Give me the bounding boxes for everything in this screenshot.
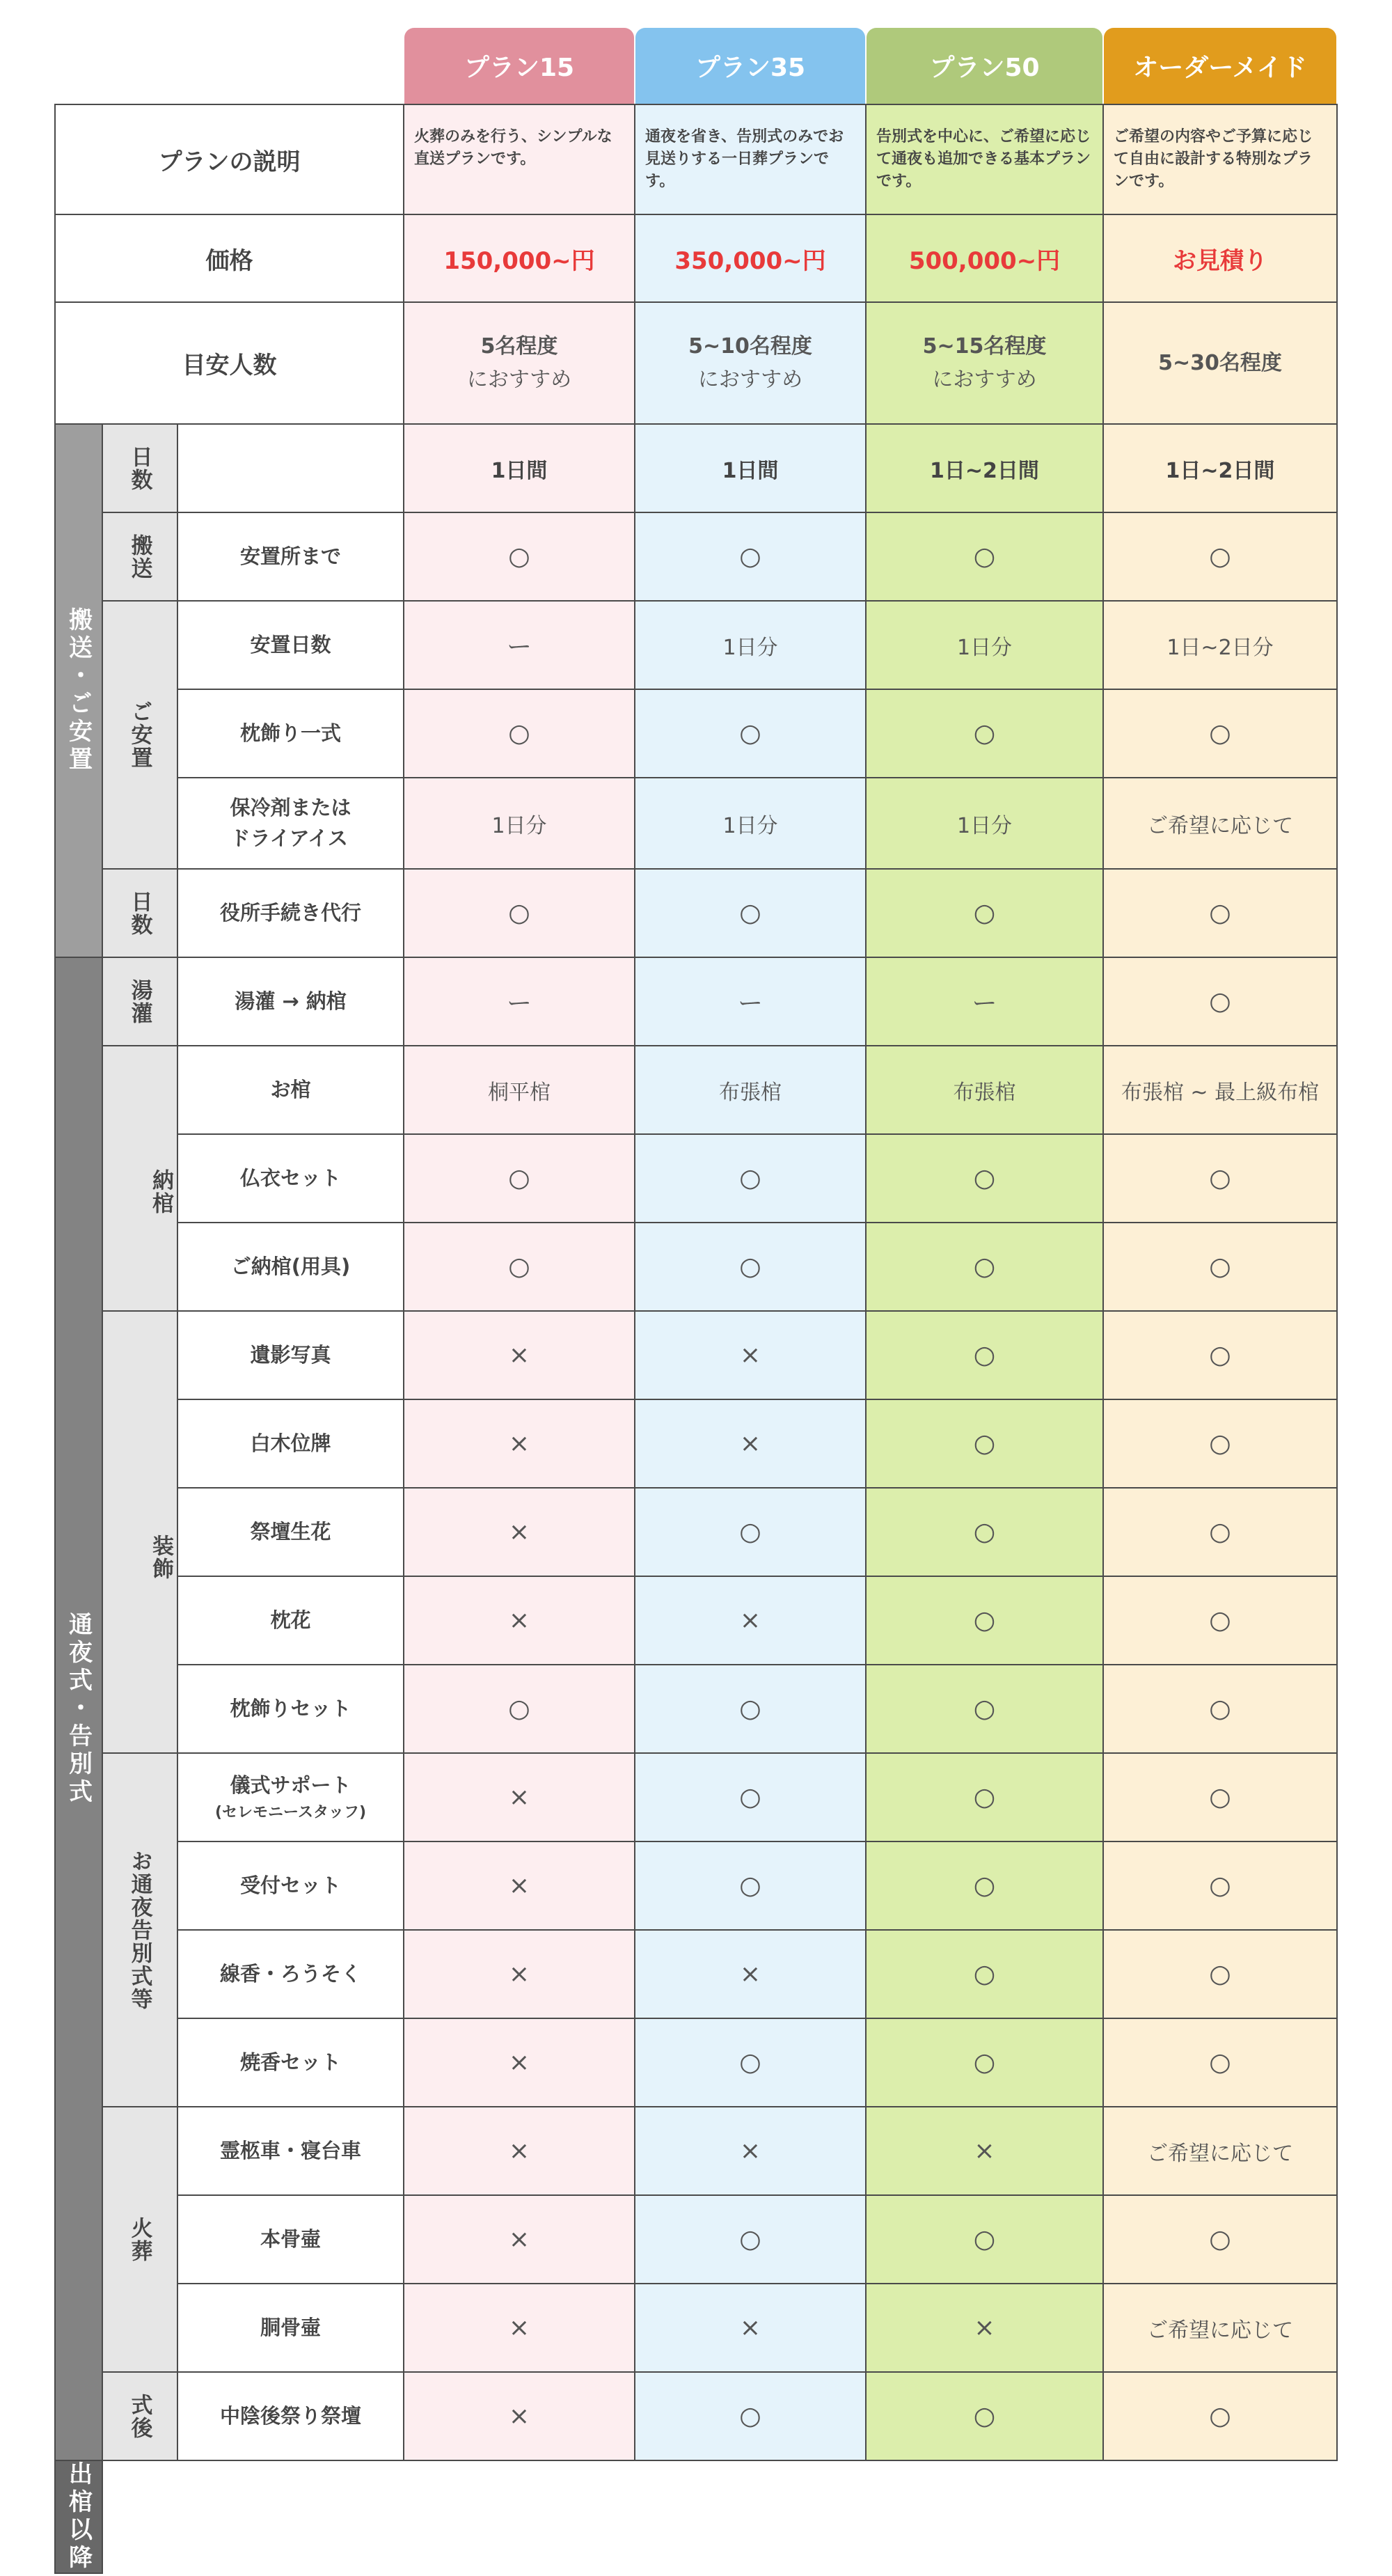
plan15-value: × bbox=[404, 1931, 635, 2019]
plan35-header: プラン35 bbox=[635, 28, 865, 104]
order-plan-price: お見積り bbox=[1104, 215, 1338, 303]
plan50-value: × bbox=[867, 2107, 1104, 2196]
order-plan-value: ご希望に応じて bbox=[1104, 778, 1338, 870]
group-after-ceremony: 式後 bbox=[103, 2373, 178, 2461]
group-tsuya: お通夜告別式等 bbox=[103, 1754, 178, 2107]
row-item-label bbox=[178, 1312, 404, 1400]
group-yukan: 湯灌 bbox=[103, 958, 178, 1046]
plan35-value: 1日分 bbox=[635, 602, 867, 690]
plan15-value: × bbox=[404, 1312, 635, 1400]
plan50-value: ○ bbox=[867, 1489, 1104, 1577]
row-item-label bbox=[178, 958, 404, 1046]
plan35-value: ○ bbox=[635, 1223, 867, 1312]
plan50-value: ○ bbox=[867, 513, 1104, 602]
plan50-value: 1日分 bbox=[867, 778, 1104, 870]
plan35-people-sub: におすすめ bbox=[697, 367, 803, 392]
order-plan-value: 布張棺 ~ 最上級布棺 bbox=[1104, 1046, 1338, 1135]
section-departure: 出棺以降 bbox=[54, 2461, 103, 2574]
plan50-value: × bbox=[867, 2284, 1104, 2373]
plan15-value: ○ bbox=[404, 1665, 635, 1754]
plan15-value: ー bbox=[404, 958, 635, 1046]
plan15-price: 150,000~円 bbox=[404, 215, 635, 303]
group-days-2: 日数 bbox=[103, 870, 178, 958]
order-plan-people bbox=[1104, 303, 1338, 425]
plan35-people bbox=[635, 303, 867, 425]
row-item-label bbox=[178, 690, 404, 778]
row-item-text: 安置日数 bbox=[250, 632, 331, 657]
plan15-value: × bbox=[404, 2019, 635, 2107]
plan35-price: 350,000~円 bbox=[635, 215, 867, 303]
group-cremation: 火葬 bbox=[103, 2107, 178, 2373]
row-item-text: 保冷剤または ドライアイス bbox=[230, 796, 351, 850]
row-item-text: 白木位牌 bbox=[250, 1431, 331, 1455]
plan35-value: ○ bbox=[635, 2019, 867, 2107]
plan35-value: × bbox=[635, 1931, 867, 2019]
row-item-text: 霊柩車・寝台車 bbox=[219, 2138, 361, 2162]
row-item-label bbox=[178, 1754, 404, 1842]
plan50-people-sub: におすすめ bbox=[932, 367, 1037, 392]
plan35-value: 1日間 bbox=[635, 425, 867, 513]
order-plan-value: 1日~2日間 bbox=[1104, 425, 1338, 513]
plan50-value: ○ bbox=[867, 1754, 1104, 1842]
section-transport: 搬送・ご安置 bbox=[54, 425, 103, 958]
plan15-value: × bbox=[404, 1754, 635, 1842]
group-decoration: 装飾 bbox=[103, 1312, 178, 1754]
order-plan-value: ○ bbox=[1104, 2373, 1338, 2461]
plan15-value: ー bbox=[404, 602, 635, 690]
table-corner bbox=[54, 28, 404, 104]
row-item-text: 儀式サポート bbox=[230, 1773, 351, 1798]
section-ceremony: 通夜式・告別式 bbox=[54, 958, 103, 2461]
order-plan-value: ○ bbox=[1104, 958, 1338, 1046]
order-plan-value: ○ bbox=[1104, 1400, 1338, 1489]
order-plan-value: ○ bbox=[1104, 1312, 1338, 1400]
plan35-value: ○ bbox=[635, 513, 867, 602]
order-plan-value: ○ bbox=[1104, 870, 1338, 958]
plan50-value: ○ bbox=[867, 1400, 1104, 1489]
plan15-value: × bbox=[404, 2373, 635, 2461]
plan50-people bbox=[867, 303, 1104, 425]
plan50-value: ○ bbox=[867, 2019, 1104, 2107]
order-plan-value: 1日~2日分 bbox=[1104, 602, 1338, 690]
row-item-text: 仏衣セット bbox=[239, 1165, 341, 1190]
row-item-label bbox=[178, 1489, 404, 1577]
order-plan-description: ご希望の内容やご予算に応じて自由に設計する特別なプランです。 bbox=[1104, 104, 1338, 215]
row-item-text: 湯灌 → 納棺 bbox=[235, 989, 347, 1013]
plan15-value: 桐平棺 bbox=[404, 1046, 635, 1135]
row-item-text: お棺 bbox=[270, 1077, 311, 1101]
plan50-people-main: 5~15名程度 bbox=[922, 333, 1047, 359]
plan15-people-main: 5名程度 bbox=[480, 333, 558, 359]
row-item-text: 受付セット bbox=[239, 1873, 341, 1897]
plan15-value: × bbox=[404, 2107, 635, 2196]
plan50-value: ○ bbox=[867, 1931, 1104, 2019]
plan15-value: × bbox=[404, 1842, 635, 1931]
row-item-label bbox=[178, 870, 404, 958]
plan35-value: ○ bbox=[635, 1665, 867, 1754]
plan35-value: × bbox=[635, 1400, 867, 1489]
plan-comparison-table bbox=[54, 28, 1338, 2574]
row-item-text: 祭壇生花 bbox=[250, 1519, 331, 1544]
plan15-value: × bbox=[404, 1400, 635, 1489]
description-row-label: プランの説明 bbox=[54, 104, 404, 215]
plan50-value: 布張棺 bbox=[867, 1046, 1104, 1135]
order-plan-value: ○ bbox=[1104, 1577, 1338, 1665]
row-item-label bbox=[178, 778, 404, 870]
plan35-value: ○ bbox=[635, 870, 867, 958]
row-item-label bbox=[178, 1931, 404, 2019]
plan35-value: × bbox=[635, 2284, 867, 2373]
plan50-value: ○ bbox=[867, 1842, 1104, 1931]
order-plan-value: ○ bbox=[1104, 1135, 1338, 1223]
group-days-1: 日数 bbox=[103, 425, 178, 513]
order-plan-value: ○ bbox=[1104, 2196, 1338, 2284]
plan15-value: × bbox=[404, 1489, 635, 1577]
order-plan-value: ○ bbox=[1104, 1931, 1338, 2019]
plan50-value: ○ bbox=[867, 1312, 1104, 1400]
plan35-value: ○ bbox=[635, 1135, 867, 1223]
row-item-label bbox=[178, 2107, 404, 2196]
plan50-header: プラン50 bbox=[867, 28, 1102, 104]
plan15-value: ○ bbox=[404, 1223, 635, 1312]
row-item-text: 胴骨壷 bbox=[260, 2315, 321, 2339]
plan50-value: ○ bbox=[867, 870, 1104, 958]
order-plan-value: ご希望に応じて bbox=[1104, 2107, 1338, 2196]
row-item-label bbox=[178, 1135, 404, 1223]
plan35-value: ○ bbox=[635, 2196, 867, 2284]
row-item-text: 本骨壷 bbox=[260, 2226, 321, 2251]
group-transport: 搬送 bbox=[103, 513, 178, 602]
row-item-label bbox=[178, 602, 404, 690]
row-item-label bbox=[178, 1400, 404, 1489]
plan50-value: ー bbox=[867, 958, 1104, 1046]
plan50-value: ○ bbox=[867, 2196, 1104, 2284]
plan35-value: ○ bbox=[635, 1489, 867, 1577]
row-item-text: 線香・ろうそく bbox=[219, 1961, 361, 1986]
plan35-value: ○ bbox=[635, 690, 867, 778]
plan15-value: 1日分 bbox=[404, 778, 635, 870]
plan35-value: ー bbox=[635, 958, 867, 1046]
plan50-value: ○ bbox=[867, 690, 1104, 778]
plan35-value: × bbox=[635, 1312, 867, 1400]
plan50-value: ○ bbox=[867, 1223, 1104, 1312]
row-item-text: 枕花 bbox=[270, 1608, 311, 1632]
row-item-label bbox=[178, 425, 404, 513]
plan15-people-sub: におすすめ bbox=[466, 367, 572, 392]
plan15-people bbox=[404, 303, 635, 425]
plan15-value: 1日間 bbox=[404, 425, 635, 513]
row-item-label bbox=[178, 2284, 404, 2373]
order-plan-value: ご希望に応じて bbox=[1104, 2284, 1338, 2373]
row-item-label bbox=[178, 513, 404, 602]
row-item-subtext: (セレモニースタッフ) bbox=[214, 1803, 366, 1821]
plan50-description: 告別式を中心に、ご希望に応じて通夜も追加できる基本プランです。 bbox=[867, 104, 1104, 215]
order-plan-value: ○ bbox=[1104, 1489, 1338, 1577]
plan35-value: × bbox=[635, 2107, 867, 2196]
plan50-value: ○ bbox=[867, 1135, 1104, 1223]
plan15-value: ○ bbox=[404, 870, 635, 958]
row-item-text: 遺影写真 bbox=[250, 1342, 331, 1367]
plan15-value: ○ bbox=[404, 1135, 635, 1223]
order-plan-value: ○ bbox=[1104, 1665, 1338, 1754]
plan15-value: ○ bbox=[404, 513, 635, 602]
order-plan-value: ○ bbox=[1104, 513, 1338, 602]
row-item-text: 焼香セット bbox=[239, 2050, 341, 2074]
row-item-text: 中陰後祭り祭壇 bbox=[219, 2403, 361, 2428]
order-plan-value: ○ bbox=[1104, 690, 1338, 778]
order-plan-value: ○ bbox=[1104, 1842, 1338, 1931]
row-item-label bbox=[178, 1842, 404, 1931]
plan35-description: 通夜を省き、告別式のみでお見送りする一日葬プランです。 bbox=[635, 104, 867, 215]
plan15-value: × bbox=[404, 2196, 635, 2284]
row-item-label bbox=[178, 1223, 404, 1312]
plan50-value: ○ bbox=[867, 1665, 1104, 1754]
order-plan-value: ○ bbox=[1104, 1754, 1338, 1842]
row-item-text: 枕飾りセット bbox=[230, 1696, 351, 1720]
plan50-value: ○ bbox=[867, 2373, 1104, 2461]
plan35-value: 1日分 bbox=[635, 778, 867, 870]
price-row-label: 価格 bbox=[54, 215, 404, 303]
row-item-text: 枕飾り一式 bbox=[239, 721, 341, 745]
plan50-value: 1日分 bbox=[867, 602, 1104, 690]
plan35-value: ○ bbox=[635, 1754, 867, 1842]
row-item-label bbox=[178, 2196, 404, 2284]
row-item-text: 安置所まで bbox=[239, 544, 341, 568]
plan15-header: プラン15 bbox=[404, 28, 634, 104]
plan15-value: ○ bbox=[404, 690, 635, 778]
plan35-value: ○ bbox=[635, 2373, 867, 2461]
plan50-price: 500,000~円 bbox=[867, 215, 1104, 303]
plan15-value: × bbox=[404, 2284, 635, 2373]
order-plan-header: オーダーメイド bbox=[1104, 28, 1336, 104]
plan35-value: ○ bbox=[635, 1842, 867, 1931]
plan50-value: 1日~2日間 bbox=[867, 425, 1104, 513]
plan35-people-main: 5~10名程度 bbox=[688, 333, 812, 359]
plan35-value: × bbox=[635, 1577, 867, 1665]
order-plan-value: ○ bbox=[1104, 2019, 1338, 2107]
group-nokan: 納棺 bbox=[103, 1046, 178, 1312]
row-item-label bbox=[178, 2019, 404, 2107]
plan35-value: 布張棺 bbox=[635, 1046, 867, 1135]
people-row-label: 目安人数 bbox=[54, 303, 404, 425]
order-plan-people-main: 5~30名程度 bbox=[1158, 350, 1282, 375]
plan50-value: ○ bbox=[867, 1577, 1104, 1665]
row-item-text: 役所手続き代行 bbox=[219, 900, 361, 925]
row-item-label bbox=[178, 1665, 404, 1754]
row-item-label bbox=[178, 1577, 404, 1665]
plan15-value: × bbox=[404, 1577, 635, 1665]
row-item-label bbox=[178, 1046, 404, 1135]
order-plan-value: ○ bbox=[1104, 1223, 1338, 1312]
row-item-label bbox=[178, 2373, 404, 2461]
row-item-text: ご納棺(用具) bbox=[230, 1254, 351, 1278]
group-anchi: ご安置 bbox=[103, 602, 178, 870]
plan15-description: 火葬のみを行う、シンプルな直送プランです。 bbox=[404, 104, 635, 215]
